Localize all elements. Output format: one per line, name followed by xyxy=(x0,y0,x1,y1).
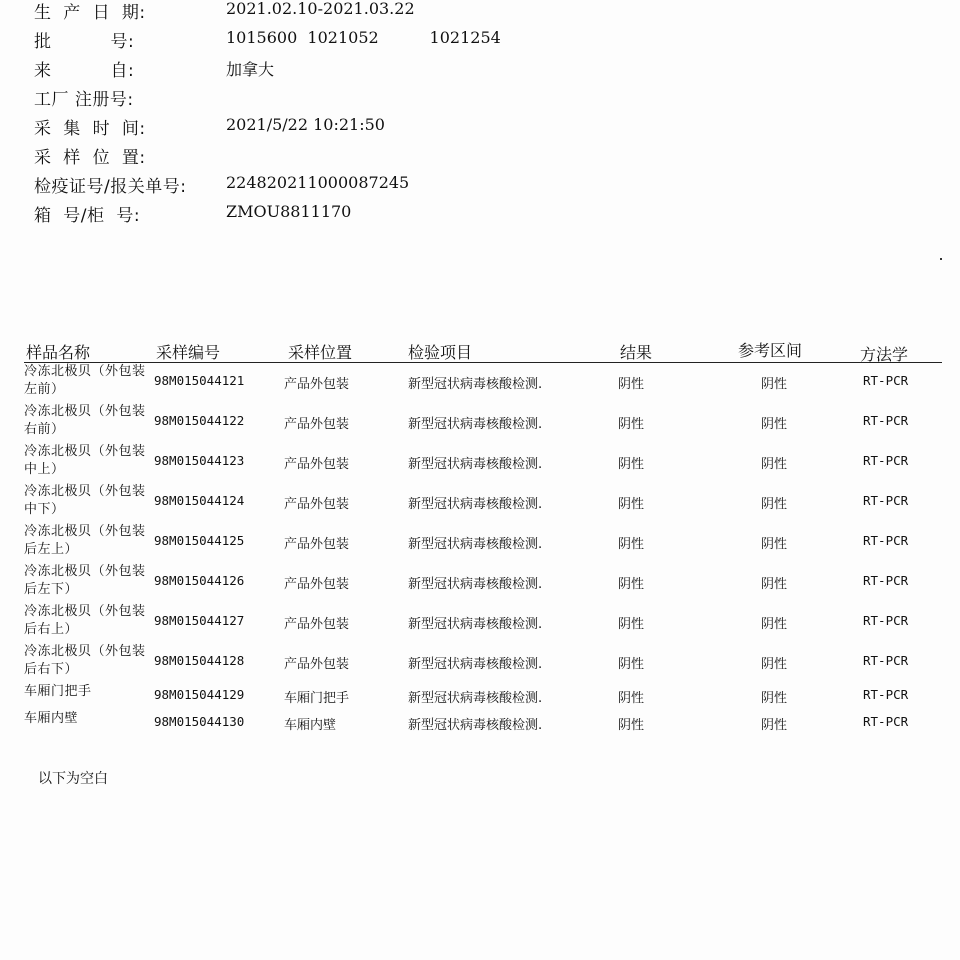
reference-cell: 阴性 xyxy=(761,537,788,552)
table-row xyxy=(24,522,942,562)
info-row-origin xyxy=(0,56,700,84)
sample-name-cell: 冷冻北极贝（外包装后右上） xyxy=(24,604,146,637)
table-row xyxy=(24,642,942,682)
method-cell: RT-PCR xyxy=(863,453,909,468)
sample-code-cell: 98M015044123 xyxy=(154,453,245,468)
result-cell: 阴性 xyxy=(618,691,645,706)
info-row-certificate-number xyxy=(0,172,700,200)
sample-name-cell: 冷冻北极贝（外包装左前） xyxy=(24,364,146,397)
sample-position-cell: 产品外包装 xyxy=(284,417,350,432)
method-cell: RT-PCR xyxy=(863,493,909,508)
table-row xyxy=(24,562,942,602)
sample-position-cell: 产品外包装 xyxy=(284,577,350,592)
production-date-value: 2021.02.10-2021.03.22 xyxy=(226,0,415,18)
test-item-cell: 新型冠状病毒核酸检测. xyxy=(408,657,543,672)
test-item-cell: 新型冠状病毒核酸检测. xyxy=(408,691,543,706)
method-cell: RT-PCR xyxy=(863,613,909,628)
reference-cell: 阴性 xyxy=(761,577,788,592)
method-cell: RT-PCR xyxy=(863,573,909,588)
info-row-factory-registration xyxy=(0,85,700,113)
reference-cell: 阴性 xyxy=(761,617,788,632)
sample-position-cell: 车厢内壁 xyxy=(284,718,337,733)
result-cell: 阴性 xyxy=(618,537,645,552)
sample-name-cell: 冷冻北极贝（外包装后右下） xyxy=(24,644,146,677)
test-item-cell: 新型冠状病毒核酸检测. xyxy=(408,417,543,432)
sample-position-cell: 产品外包装 xyxy=(284,657,350,672)
result-cell: 阴性 xyxy=(618,718,645,733)
test-item-cell: 新型冠状病毒核酸检测. xyxy=(408,718,543,733)
result-cell: 阴性 xyxy=(618,497,645,512)
sample-name-cell: 冷冻北极贝（外包装中下） xyxy=(24,484,146,517)
stray-dot xyxy=(940,258,942,260)
container-number-label: 箱 号/柜 号: xyxy=(34,206,141,226)
sample-code-cell: 98M015044129 xyxy=(154,687,245,702)
sample-code-cell: 98M015044127 xyxy=(154,613,245,628)
test-item-cell: 新型冠状病毒核酸检测. xyxy=(408,537,543,552)
origin-label: 来 自: xyxy=(34,61,135,81)
sample-position-cell: 产品外包装 xyxy=(284,377,350,392)
method-cell: RT-PCR xyxy=(863,653,909,668)
sample-name-cell: 冷冻北极贝（外包装后左下） xyxy=(24,564,146,597)
sample-name-cell: 冷冻北极贝（外包装后左上） xyxy=(24,524,146,557)
sample-code-cell: 98M015044122 xyxy=(154,413,245,428)
table-row xyxy=(24,442,942,482)
info-row-batch-number xyxy=(0,27,700,55)
header-test-item: 检验项目 xyxy=(408,343,473,362)
factory-registration-label: 工厂 注册号: xyxy=(34,90,134,110)
sample-code-cell: 98M015044124 xyxy=(154,493,245,508)
sample-name-cell: 车厢内壁 xyxy=(24,711,79,726)
table-row xyxy=(24,709,942,736)
table-row xyxy=(24,362,942,402)
table-row xyxy=(24,402,942,442)
certificate-number-value: 224820211000087245 xyxy=(226,173,410,192)
reference-cell: 阴性 xyxy=(761,497,788,512)
header-reference-range: 参考区间 xyxy=(738,341,803,360)
blank-below-note: 以下为空白 xyxy=(38,771,108,787)
header-sample-position: 采样位置 xyxy=(288,343,353,362)
test-item-cell: 新型冠状病毒核酸检测. xyxy=(408,457,543,472)
container-number-value: ZMOU8811170 xyxy=(226,202,352,221)
sample-code-cell: 98M015044125 xyxy=(154,533,245,548)
method-cell: RT-PCR xyxy=(863,687,909,702)
result-cell: 阴性 xyxy=(618,617,645,632)
sample-code-cell: 98M015044121 xyxy=(154,373,245,388)
table-row xyxy=(24,602,942,642)
sample-position-cell: 产品外包装 xyxy=(284,617,350,632)
reference-cell: 阴性 xyxy=(761,417,788,432)
results-table-body xyxy=(24,362,942,736)
sampling-location-label: 采 样 位 置: xyxy=(34,148,146,168)
method-cell: RT-PCR xyxy=(863,373,909,388)
test-item-cell: 新型冠状病毒核酸检测. xyxy=(408,577,543,592)
result-cell: 阴性 xyxy=(618,417,645,432)
method-cell: RT-PCR xyxy=(863,413,909,428)
collection-time-label: 采 集 时 间: xyxy=(34,119,146,139)
test-item-cell: 新型冠状病毒核酸检测. xyxy=(408,377,543,392)
header-result: 结果 xyxy=(620,343,653,362)
sample-name-cell: 车厢门把手 xyxy=(24,684,92,699)
info-row-collection-time xyxy=(0,114,700,142)
result-cell: 阴性 xyxy=(618,657,645,672)
reference-cell: 阴性 xyxy=(761,691,788,706)
info-row-container-number xyxy=(0,201,700,229)
sample-position-cell: 产品外包装 xyxy=(284,537,350,552)
info-row-sampling-location xyxy=(0,143,700,171)
sample-position-cell: 车厢门把手 xyxy=(284,691,350,706)
test-item-cell: 新型冠状病毒核酸检测. xyxy=(408,497,543,512)
sample-code-cell: 98M015044128 xyxy=(154,653,245,668)
sample-name-cell: 冷冻北极贝（外包装中上） xyxy=(24,444,146,477)
origin-value: 加拿大 xyxy=(226,60,275,79)
info-row-production-date xyxy=(0,0,700,26)
sample-position-cell: 产品外包装 xyxy=(284,497,350,512)
result-cell: 阴性 xyxy=(618,377,645,392)
header-sample-code: 采样编号 xyxy=(156,343,221,362)
sample-position-cell: 产品外包装 xyxy=(284,457,350,472)
reference-cell: 阴性 xyxy=(761,657,788,672)
sample-name-cell: 冷冻北极贝（外包装右前） xyxy=(24,404,146,437)
reference-cell: 阴性 xyxy=(761,457,788,472)
header-sample-name: 样品名称 xyxy=(26,343,91,362)
result-cell: 阴性 xyxy=(618,577,645,592)
test-item-cell: 新型冠状病毒核酸检测. xyxy=(408,617,543,632)
sample-code-cell: 98M015044126 xyxy=(154,573,245,588)
certificate-number-label: 检疫证号/报关单号: xyxy=(34,177,187,197)
sample-code-cell: 98M015044130 xyxy=(154,714,245,729)
production-date-label: 生 产 日 期: xyxy=(34,3,146,23)
method-cell: RT-PCR xyxy=(863,714,909,729)
reference-cell: 阴性 xyxy=(761,377,788,392)
result-cell: 阴性 xyxy=(618,457,645,472)
table-row xyxy=(24,682,942,709)
reference-cell: 阴性 xyxy=(761,718,788,733)
table-header xyxy=(24,338,942,363)
collection-time-value: 2021/5/22 10:21:50 xyxy=(226,115,385,134)
batch-number-value: 1015600 1021052 1021254 xyxy=(226,28,501,47)
batch-number-label: 批 号: xyxy=(34,32,135,52)
table-row xyxy=(24,482,942,522)
header-method: 方法学 xyxy=(860,345,909,364)
method-cell: RT-PCR xyxy=(863,533,909,548)
